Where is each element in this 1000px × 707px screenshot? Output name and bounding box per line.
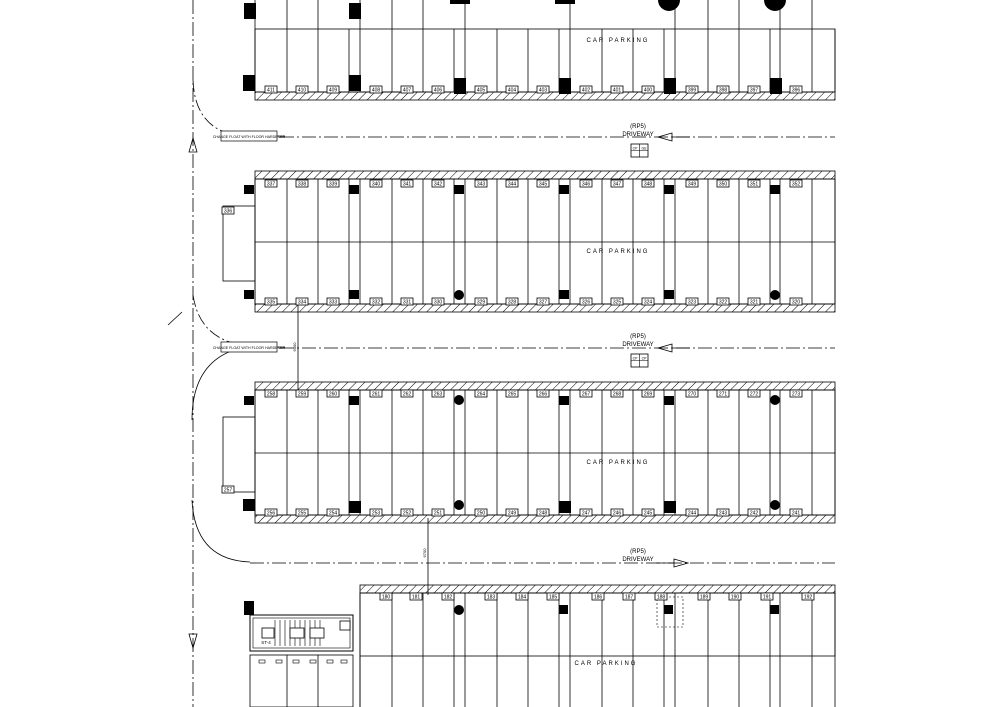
svg-text:352: 352 [791,181,801,188]
bay-number-tag [580,180,592,187]
bay-number-tag [790,390,802,397]
svg-text:CP: CP [632,356,638,361]
bay-number-tag [506,180,518,187]
bay-number-tag [686,509,698,516]
svg-text:331: 331 [402,299,412,306]
svg-text:251: 251 [433,510,443,517]
svg-text:350: 350 [718,181,728,188]
bay-number-tag [265,390,277,397]
svg-text:336: 336 [223,208,233,215]
car-parking-label: CAR PARKING [586,38,650,44]
bay-number-tag [611,298,623,305]
bay-number-tag [717,390,729,397]
svg-text:CP: CP [632,146,638,151]
bay-number-tag [370,509,382,516]
driveway-label: DRIVEWAY [622,557,654,563]
driveway-curve [193,80,250,137]
driveway-curve [192,500,250,562]
bay-number-tag [475,509,487,516]
bay-number-tag [790,180,802,187]
svg-text:268: 268 [612,391,622,398]
svg-text:258: 258 [266,391,276,398]
svg-text:324: 324 [643,299,653,306]
svg-text:CP: CP [641,356,647,361]
bay-number-tag [686,298,698,305]
svg-text:244: 244 [687,510,697,517]
svg-text:346: 346 [581,181,591,188]
bay-number-tag [296,180,308,187]
svg-text:259: 259 [297,391,307,398]
bay-number-tag [790,86,802,93]
svg-text:337: 337 [266,181,276,188]
bay-number-tag [370,390,382,397]
bay-number-tag [327,86,339,93]
driveway-code: (RP5) [630,334,646,340]
svg-text:329: 329 [476,299,486,306]
bay-number-tag [475,390,487,397]
bay-number-tag [410,593,422,600]
bay-number-tag [611,180,623,187]
bay-number-tag [401,298,413,305]
bay-number-tag [580,509,592,516]
svg-text:396: 396 [791,87,801,94]
bay-number-tag [506,509,518,516]
svg-text:CHANGE FLOAT WITH FLOOR HARDEN: CHANGE FLOAT WITH FLOOR HARDENER [212,346,286,350]
stair-label: ST-4 [261,640,271,645]
svg-text:250: 250 [476,510,486,517]
dimension-note: 6700 [422,548,427,558]
bay-number-tag [748,86,760,93]
svg-text:405: 405 [476,87,486,94]
bay-number-tag [401,86,413,93]
bay-number-tag [748,298,760,305]
bay-number-tag [537,86,549,93]
bay-number-tag [475,86,487,93]
svg-text:335: 335 [266,299,276,306]
bay-number-tag [475,180,487,187]
svg-text:190: 190 [730,594,740,601]
svg-text:323: 323 [687,299,697,306]
svg-text:245: 245 [643,510,653,517]
bay-number-tag [432,298,444,305]
svg-text:342: 342 [433,181,443,188]
svg-text:192: 192 [803,594,813,601]
svg-text:401: 401 [612,87,622,94]
svg-text:321: 321 [749,299,759,306]
bay-number-tag [761,593,773,600]
svg-text:248: 248 [538,510,548,517]
bay-number-tag [748,390,760,397]
bay-number-tag [790,298,802,305]
bay-number-tag [370,86,382,93]
svg-text:402: 402 [581,87,591,94]
bay-number-tag [790,509,802,516]
svg-text:343: 343 [476,181,486,188]
svg-text:272: 272 [749,391,759,398]
svg-text:181: 181 [411,594,421,601]
svg-text:188: 188 [656,594,666,601]
bay-number-tag [370,180,382,187]
driveway-curve [193,295,250,346]
svg-text:187: 187 [624,594,634,601]
bay-number-tag [265,298,277,305]
bay-number-tag [642,390,654,397]
parking-row-3 [223,382,835,523]
float-note-tag [213,131,286,141]
svg-text:266: 266 [538,391,548,398]
bay-number-tag [537,298,549,305]
svg-text:330: 330 [433,299,443,306]
svg-text:242: 242 [749,510,759,517]
bay-number-tag [506,86,518,93]
svg-text:340: 340 [371,181,381,188]
bay-number-tag [717,298,729,305]
bay-number-tag [642,86,654,93]
bay-number-tag [537,509,549,516]
svg-text:247: 247 [581,510,591,517]
bay-number-tag [401,509,413,516]
svg-text:256: 256 [266,510,276,517]
bay-number-tag [717,509,729,516]
bay-number-tag [642,509,654,516]
svg-text:252: 252 [402,510,412,517]
bay-number-tag [642,180,654,187]
svg-text:269: 269 [643,391,653,398]
svg-text:183: 183 [486,594,496,601]
svg-text:180: 180 [381,594,391,601]
driveway-curve [192,346,250,420]
driveway-label: DRIVEWAY [622,132,654,138]
svg-text:406: 406 [433,87,443,94]
svg-text:325: 325 [612,299,622,306]
svg-text:264: 264 [476,391,486,398]
driveway-code: (RP5) [630,549,646,555]
svg-text:246: 246 [612,510,622,517]
svg-text:241: 241 [791,510,801,517]
svg-text:347: 347 [612,181,622,188]
svg-text:271: 271 [718,391,728,398]
svg-text:243: 243 [718,510,728,517]
svg-text:263: 263 [433,391,443,398]
svg-text:338: 338 [297,181,307,188]
bay-number-tag [296,390,308,397]
svg-text:326: 326 [581,299,591,306]
svg-text:273: 273 [791,391,801,398]
bay-number-tag [537,180,549,187]
svg-text:404: 404 [507,87,517,94]
bay-number-tag [698,593,710,600]
svg-text:333: 333 [328,299,338,306]
svg-text:262: 262 [402,391,412,398]
svg-text:253: 253 [371,510,381,517]
svg-text:260: 260 [328,391,338,398]
svg-text:GE: GE [641,146,647,151]
bay-number-tag [686,180,698,187]
svg-text:408: 408 [371,87,381,94]
bay-number-tag [432,86,444,93]
svg-text:322: 322 [718,299,728,306]
bay-number-tag [401,390,413,397]
svg-text:409: 409 [328,87,338,94]
svg-text:189: 189 [699,594,709,601]
svg-text:398: 398 [718,87,728,94]
svg-text:257: 257 [223,487,233,494]
svg-text:348: 348 [643,181,653,188]
svg-text:255: 255 [297,510,307,517]
svg-text:351: 351 [749,181,759,188]
bay-number-tag [580,298,592,305]
bay-number-tag [748,180,760,187]
svg-text:267: 267 [581,391,591,398]
bay-number-tag [370,298,382,305]
bay-number-tag [611,86,623,93]
bay-number-tag [327,390,339,397]
bay-number-tag [222,207,234,214]
bay-number-tag [485,593,497,600]
svg-text:399: 399 [687,87,697,94]
bay-number-tag [717,86,729,93]
svg-text:327: 327 [538,299,548,306]
svg-text:270: 270 [687,391,697,398]
svg-text:320: 320 [791,299,801,306]
bay-number-tag [432,180,444,187]
bay-number-tag [686,86,698,93]
car-parking-label: CAR PARKING [586,249,650,255]
bay-number-tag [592,593,604,600]
bay-number-tag [611,390,623,397]
svg-text:332: 332 [371,299,381,306]
bay-number-tag [432,509,444,516]
bay-number-tag [748,509,760,516]
driveway-code: (RP5) [630,124,646,130]
svg-text:341: 341 [402,181,412,188]
bay-number-tag [442,593,454,600]
bay-number-tag [580,86,592,93]
svg-text:265: 265 [507,391,517,398]
bay-number-tag [327,180,339,187]
stair-core [244,601,353,707]
car-parking-label: CAR PARKING [586,460,650,466]
svg-text:184: 184 [517,594,527,601]
parking-row-4 [360,585,835,707]
bay-number-tag [222,486,234,493]
float-note-tag [213,342,286,352]
svg-text:191: 191 [762,594,772,601]
bay-number-tag [327,298,339,305]
column-marks [244,0,812,29]
svg-text:334: 334 [297,299,307,306]
bay-number-tag [380,593,392,600]
bay-number-tag [547,593,559,600]
svg-text:182: 182 [443,594,453,601]
svg-text:328: 328 [507,299,517,306]
bay-number-tag [327,509,339,516]
bay-number-tag [537,390,549,397]
bay-number-tag [296,298,308,305]
bay-number-tag [296,86,308,93]
svg-text:254: 254 [328,510,338,517]
bay-number-tag [580,390,592,397]
bay-number-tag [729,593,741,600]
bay-number-tag [475,298,487,305]
bay-number-tag [265,509,277,516]
svg-text:411: 411 [267,87,275,94]
bay-number-tag [265,86,277,93]
svg-text:CHANGE FLOAT WITH FLOOR HARDEN: CHANGE FLOAT WITH FLOOR HARDENER [212,135,286,139]
bay-number-tag [686,390,698,397]
bay-number-tag [642,298,654,305]
direction-arrow-icon [656,559,688,567]
driveway-label: DRIVEWAY [622,342,654,348]
svg-text:339: 339 [328,181,338,188]
bay-number-tag [401,180,413,187]
bay-number-tag [655,593,667,600]
bay-number-tag [506,298,518,305]
bay-number-tag [611,509,623,516]
svg-text:403: 403 [538,87,548,94]
svg-text:345: 345 [538,181,548,188]
parking-row-2 [223,171,835,312]
bay-number-tag [623,593,635,600]
svg-text:186: 186 [593,594,603,601]
svg-text:185: 185 [548,594,558,601]
bay-number-tag [506,390,518,397]
bay-number-tag [516,593,528,600]
dimension-note: 6000 [292,342,297,352]
structural-columns [243,75,782,615]
svg-text:261: 261 [371,391,381,398]
bay-number-tag [265,180,277,187]
svg-text:249: 249 [507,510,517,517]
svg-text:344: 344 [507,181,517,188]
bay-number-tag [717,180,729,187]
svg-text:407: 407 [402,87,412,94]
svg-text:410: 410 [297,87,307,94]
car-parking-label: CAR PARKING [574,661,638,667]
svg-text:397: 397 [749,87,759,94]
bay-number-tag [802,593,814,600]
bay-number-tag [432,390,444,397]
bay-number-tag [296,509,308,516]
svg-text:349: 349 [687,181,697,188]
svg-text:400: 400 [643,87,653,94]
